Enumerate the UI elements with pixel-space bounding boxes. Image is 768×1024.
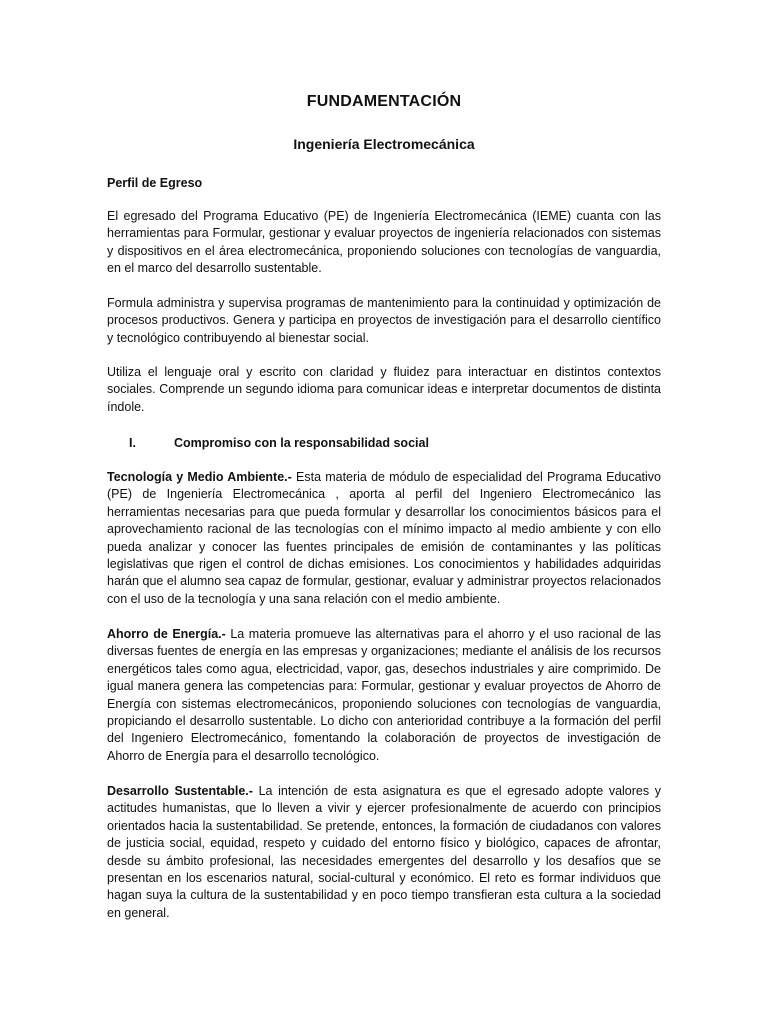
document-subtitle: Ingeniería Electromecánica [293,136,475,152]
profile-heading: Perfil de Egreso [107,176,203,190]
subject-paragraph [107,783,661,922]
subject-text: Esta materia de módulo de especialidad del Programa Educativo (PE) de Ingeniería Electromecánica , aporta al perfil del Ingeniero Electromecánico las herramientas necesarias para que pueda formular y desarrollar los conocimientos básicos para el aprovechamiento racional de las tecnologías con el mínimo impacto al medio ambiente y con ello pueda analizar y conocer las fuentes principales de emisión de contaminantes y las políticas legislativas que rigen el control de dichas emisiones. Los conocimientos y habilidades adquiridas harán que el alumno sea capaz de formular, gestionar, evaluar y administrar proyectos relacionados con el uso de la tecnología y una sana relación con el medio ambiente. [107,470,661,606]
subject-name: Ahorro de Energía.- [107,627,226,641]
subject-text: La intención de esta asignatura es que el egresado adopte valores y actitudes humanistas, que lo lleven a vivir y ejercer profesionalmente de acuerdo con principios orientados hacia la sustentabilidad. Se pretende, entonces, la formación de ciudadanos con valores de justicia social, equidad, respeto y cuidado del entorno físico y biológico, capaces de afrontar, desde su ámbito profesional, las necesidades emergentes del desarrollo y los desafíos que se presentan en los escenarios natural, social-cultural y económico. El reto es formar individuos que hagan suya la cultura de la sustentabilidad y en poco tiempo transfieran esta cultura a la sociedad en general. [107,784,661,920]
subject-paragraph [107,626,661,765]
profile-paragraph-3: Utiliza el lenguaje oral y escrito con claridad y fluidez para interactuar en distintos contextos sociales. Comprende un segundo idioma para comunicar ideas e interpretar documentos de distinta índole. [107,365,661,414]
profile-paragraph-2: Formula administra y supervisa programas de mantenimiento para la continuidad y optimización de procesos productivos. Genera y participa en proyectos de investigación para el desarrollo científico y tecnológico contribuyendo al bienestar social. [107,296,661,345]
subject-name: Desarrollo Sustentable.- [107,784,253,798]
section-number: I. [129,436,136,450]
document-title: FUNDAMENTACIÓN [306,93,462,110]
subject-name: Tecnología y Medio Ambiente.- [107,470,292,484]
profile-paragraph-1: El egresado del Programa Educativo (PE) de Ingeniería Electromecánica (IEME) cuanta con las herramientas para Formular, gestionar y evaluar proyectos de ingeniería relacionados con sistemas y dispositivos en el área electromecánica, proponiendo soluciones con tecnologías de vanguardia, en el marco del desarrollo sustentable. [107,209,661,276]
section-title: Compromiso con la responsabilidad social [174,436,429,450]
section-heading [129,436,429,450]
subject-paragraph [107,469,661,608]
subject-text: La materia promueve las alternativas para el ahorro y el uso racional de las diversas fuentes de energía en las empresas y organizaciones; mediante el análisis de los recursos energéticos tales como agua, electricidad, vapor, gas, desechos industriales y aire comprimido. De igual manera genera las competencias para: Formular, gestionar y evaluar proyectos de Ahorro de Energía con sistemas electromecánicos, proponiendo soluciones con tecnologías de vanguardia, propiciando el desarrollo sustentable. Lo dicho con anterioridad contribuye a la formación del perfil del Ingeniero Electromecánico, fomentando la colaboración de proyectos de investigación de Ahorro de Energía para el desarrollo tecnológico. [107,627,661,763]
